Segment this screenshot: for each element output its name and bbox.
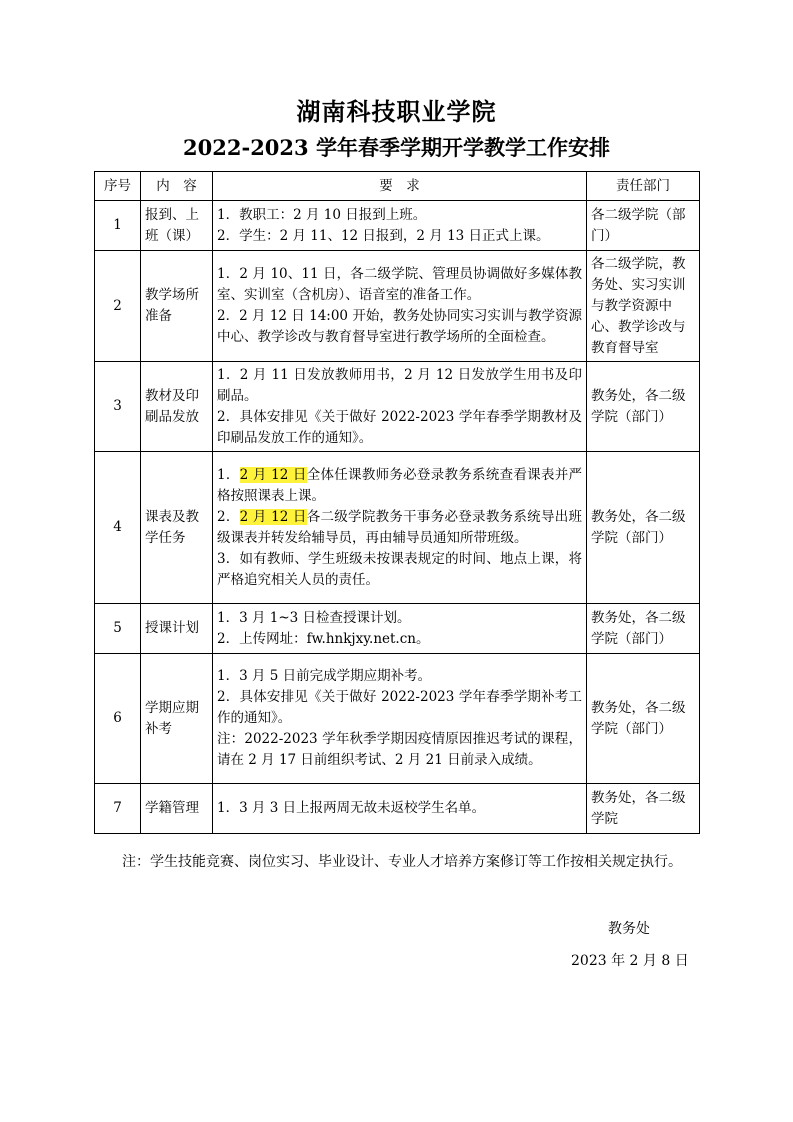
- header-no: 序号: [95, 172, 141, 201]
- document-subtitle: 2022-2023 学年春季学期开学教学工作安排: [183, 135, 610, 160]
- row-number: 3: [95, 362, 141, 452]
- requirement-line: [217, 365, 582, 407]
- table-row: [95, 452, 700, 604]
- document-title: 湖南科技职业学院: [296, 97, 497, 126]
- row-item: 课表及教学任务: [141, 452, 213, 604]
- row-department: 教务处，各二级学院（部门）: [587, 604, 700, 654]
- row-department: 教务处，各二级学院（部门）: [587, 654, 700, 784]
- row-requirements: [213, 251, 587, 362]
- requirement-text: 2．学生：2 月 11、12 日报到，2 月 13 日正式上课。: [217, 227, 550, 244]
- table-header-row: [95, 172, 700, 201]
- row-number: 1: [95, 201, 141, 251]
- row-number: 6: [95, 654, 141, 784]
- requirement-text: 2．具体安排见《关于做好 2022-2023 学年春季学期补考工作的通知》。: [217, 689, 582, 726]
- row-number: 4: [95, 452, 141, 604]
- table-row: [95, 654, 700, 784]
- requirement-text: 2．上传网址：fw.hnkjxy.net.cn。: [217, 630, 430, 647]
- row-requirements: [213, 362, 587, 452]
- requirement-line: [217, 687, 582, 729]
- requirement-text: 2．: [217, 508, 240, 525]
- requirement-line: [217, 666, 582, 687]
- requirement-text: 2．具体安排见《关于做好 2022-2023 学年春季学期教材及印刷品发放工作的通知》。: [217, 408, 582, 446]
- requirement-text: 1．2 月 10、11 日，各二级学院、管理员协调做好多媒体教室、实训室（含机房）、语音室的准备工作。: [217, 266, 582, 303]
- requirement-line: [217, 798, 582, 819]
- requirement-text: 注：2022-2023 学年秋季学期因疫情原因推迟考试的课程，请在 2 月 17 日前组织考试、2 月 21 日前录入成绩。: [217, 731, 582, 768]
- requirement-line: [217, 608, 582, 629]
- table-row: [95, 251, 700, 362]
- highlighted-date: 2 月 12 日: [239, 508, 307, 525]
- table-row: [95, 362, 700, 452]
- schedule-table: [94, 171, 700, 834]
- requirement-line: [217, 729, 582, 771]
- row-item: 授课计划: [141, 604, 213, 654]
- requirement-text: 1．教职工：2 月 10 日报到上班。: [217, 206, 427, 223]
- row-requirements: [213, 784, 587, 834]
- row-number: 5: [95, 604, 141, 654]
- row-department: 教务处，各二级学院: [587, 784, 700, 834]
- table-row: [95, 604, 700, 654]
- issue-date: 2023 年 2 月 8 日: [571, 953, 689, 969]
- row-number: 2: [95, 251, 141, 362]
- row-requirements: [213, 654, 587, 784]
- requirement-text: 1．: [217, 466, 240, 483]
- table-row: [95, 201, 700, 251]
- row-number: 7: [95, 784, 141, 834]
- requirement-text: 1．3 月 5 日前完成学期应期补考。: [217, 668, 432, 684]
- row-department: 教务处，各二级学院（部门）: [587, 452, 700, 604]
- row-item: 报到、上班（课）: [141, 201, 213, 251]
- requirement-line: [217, 549, 582, 591]
- requirement-text: 3．如有教师、学生班级未按课表规定的时间、地点上课，将严格追究相关人员的责任。: [217, 550, 582, 588]
- row-department: 教务处，各二级学院（部门）: [587, 362, 700, 452]
- requirement-line: [217, 629, 582, 650]
- row-item: 学期应期补考: [141, 654, 213, 784]
- requirement-text: 1．3 月 1~3 日检查授课计划。: [217, 609, 411, 626]
- highlighted-date: 2 月 12 日: [239, 466, 307, 483]
- requirement-line: [217, 226, 582, 247]
- requirement-text: 2．2 月 12 日 14:00 开始，教务处协同实习实训与教学资源中心、教学诊改与教育督导室进行教学场所的全面检查。: [217, 308, 582, 345]
- row-requirements: [213, 452, 587, 604]
- requirement-line: [217, 205, 582, 226]
- requirement-line: [217, 507, 582, 549]
- requirement-text: 全体任课教师务必登录教务系统查看课表并严格按照课表上课。: [217, 466, 583, 504]
- signer: 教务处: [608, 921, 650, 937]
- row-department: 各二级学院（部门）: [587, 201, 700, 251]
- row-item: 学籍管理: [141, 784, 213, 834]
- header-dept: 责任部门: [587, 172, 700, 201]
- requirement-text: 各二级学院教务干事务必登录教务系统导出班级课表并转发给辅导员，再由辅导员通知所带班级。: [217, 508, 583, 546]
- row-department: 各二级学院，教务处、实习实训与教学资源中心、教学诊改与教育督导室: [587, 251, 700, 362]
- requirement-text: 1．3 月 3 日上报两周无故未返校学生名单。: [217, 800, 486, 816]
- header-item: 内 容: [141, 172, 213, 201]
- row-item: 教学场所准备: [141, 251, 213, 362]
- requirement-line: [217, 306, 582, 348]
- requirement-text: 1．2 月 11 日发放教师用书，2 月 12 日发放学生用书及印刷品。: [217, 366, 582, 404]
- header-req: 要 求: [213, 172, 587, 201]
- requirement-line: [217, 407, 582, 449]
- footer-note: 注：学生技能竞赛、岗位实习、毕业设计、专业人才培养方案修订等工作按相关规定执行。: [122, 854, 682, 870]
- row-item: 教材及印刷品发放: [141, 362, 213, 452]
- row-requirements: [213, 201, 587, 251]
- row-requirements: [213, 604, 587, 654]
- table-row: [95, 784, 700, 834]
- requirement-line: [217, 465, 582, 507]
- requirement-line: [217, 264, 582, 306]
